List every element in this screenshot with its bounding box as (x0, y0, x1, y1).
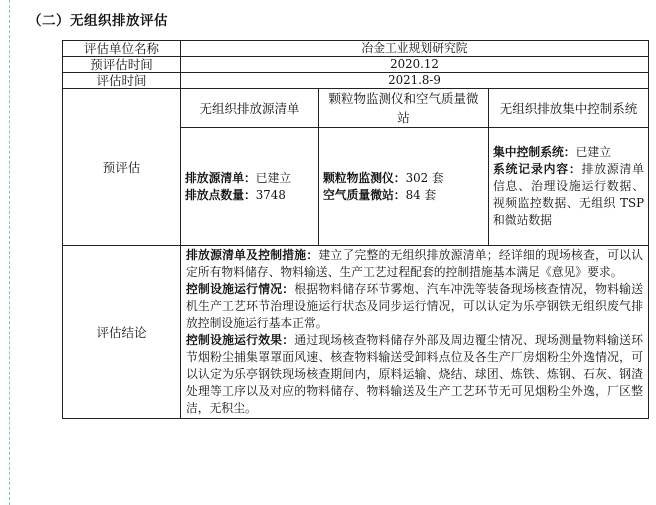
conclusion-cell (181, 246, 649, 419)
conclusion-paragraph (186, 247, 643, 281)
emission-list-cell (181, 128, 319, 246)
conclusion-paragraph (186, 332, 643, 417)
conclusion-body: 建立了完整的无组织排放源清单；经详细的现场核查，可以认定所有物料储存、物料输送、生产工艺过程配套的控制措施基本满足《意见》要求。 (186, 248, 643, 279)
conclusion-body: 通过现场核查物料储存外部及周边覆尘情况、现场测量物料输送环节烟粉尘捕集罩罩面风速、核查物料输送受卸料点位及各生产厂房烟粉尘外逸情况，可以认定为乐亭钢铁现场核查期间内，原料运输、烧结、球团、炼铁、炼钢、石灰、钢渣处理等工序以及对应的物料储存、物料输送及生产工艺环节无可见烟粉尘外逸，厂区整洁，无积尘。 (186, 333, 644, 415)
eval-time-label: 评估时间 (63, 73, 181, 89)
emission-list-value1: 已建立 (255, 170, 292, 185)
conclusion-label: 评估结论 (63, 246, 181, 419)
emission-list-label1: 排放源清单： (185, 170, 256, 185)
col-header-monitor: 颗粒物监测仪和空气质量微站 (319, 89, 489, 128)
monitor-label1: 颗粒物监测仪： (323, 170, 406, 185)
control-system-label1: 集中控制系统： (493, 145, 576, 159)
monitor-value1: 302 套 (405, 170, 444, 185)
control-system-value2: 排放源清单信息、治理设施运行数据、视频监控数据、无组织 TSP 和微站数据 (493, 162, 645, 227)
monitor-value2: 84 套 (405, 187, 437, 202)
monitor-label2: 空气质量微站： (323, 187, 406, 202)
eval-time-value: 2021.8-9 (181, 73, 649, 89)
control-system-cell (489, 128, 649, 246)
monitor-cell (319, 128, 489, 246)
emission-list-value2: 3748 (255, 187, 286, 202)
margin-guide (9, 0, 10, 505)
control-system-value1: 已建立 (575, 145, 611, 159)
col-header-control-system: 无组织排放集中控制系统 (489, 89, 649, 128)
pre-time-label: 预评估时间 (63, 57, 181, 73)
conclusion-head: 控制设施运行情况： (186, 282, 295, 296)
org-value: 冶金工业规划研究院 (181, 41, 649, 57)
emission-list-label2: 排放点数量： (185, 187, 256, 202)
control-system-label2: 系统记录内容： (493, 162, 582, 176)
col-header-emission-list: 无组织排放源清单 (181, 89, 319, 128)
org-label: 评估单位名称 (63, 41, 181, 57)
pre-time-value: 2020.12 (181, 57, 649, 73)
pre-eval-label: 预评估 (63, 89, 181, 246)
section-title: （二）无组织排放评估 (28, 13, 168, 29)
conclusion-body: 根据物料储存环节雾炮、汽车冲洗等装备现场核查情况，物料输送机生产工艺环节治理设施运行状态及同步运行情况，可以认定为乐亭钢铁无组织废气排放控制设施运行基本正常。 (186, 282, 644, 330)
evaluation-table (62, 40, 649, 419)
conclusion-head: 排放源清单及控制措施： (186, 248, 319, 262)
conclusion-paragraph (186, 281, 643, 332)
conclusion-head: 控制设施运行效果： (186, 333, 295, 347)
